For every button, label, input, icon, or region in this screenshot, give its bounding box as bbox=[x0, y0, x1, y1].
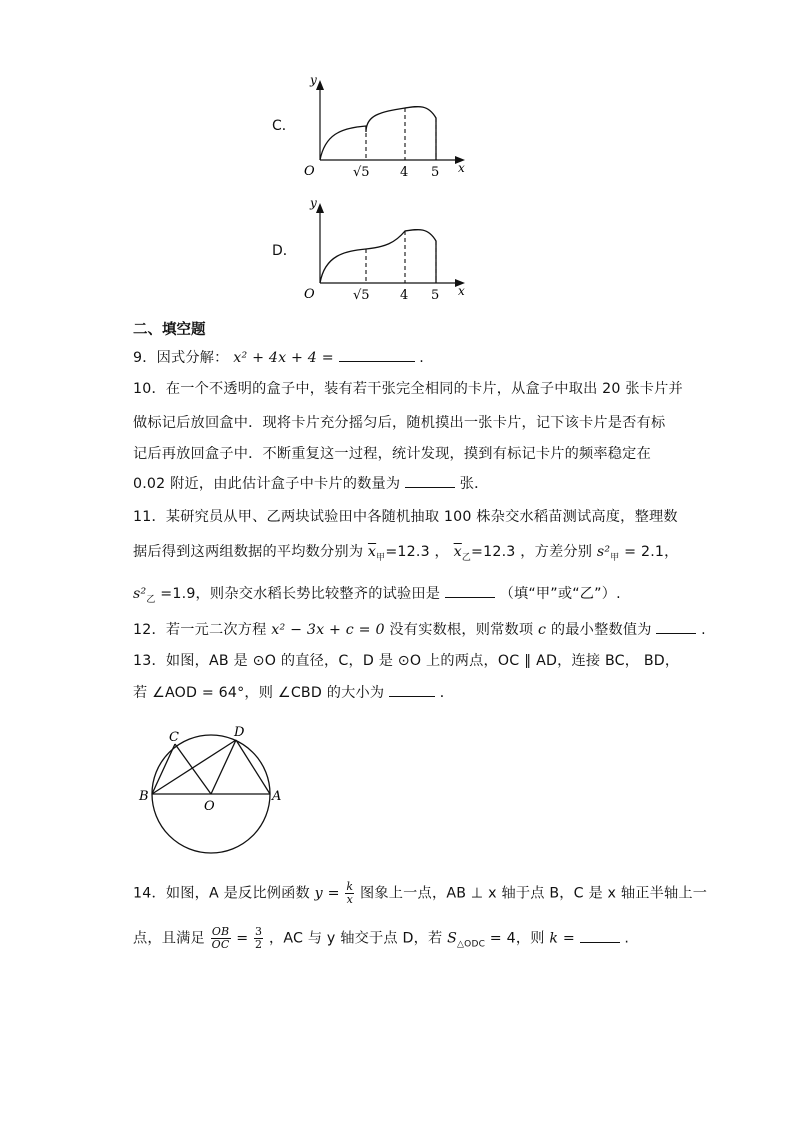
q11-s2-jia: s² bbox=[596, 544, 611, 560]
tick-5: 5 bbox=[431, 288, 440, 303]
y-axis-label: y bbox=[310, 73, 317, 87]
option-c-graph bbox=[300, 70, 475, 185]
q14-two: 2 bbox=[255, 938, 263, 951]
q9-suffix: . bbox=[419, 350, 424, 366]
q11-val-yi: =12.3 ，方差分别 bbox=[471, 544, 593, 560]
q11-xbar-yi-sub: 乙 bbox=[461, 552, 472, 563]
option-d-graph bbox=[300, 193, 475, 308]
q14-fraction-k-x bbox=[345, 881, 354, 906]
section-title: 二、填空题 bbox=[133, 322, 206, 338]
q10-answer-blank bbox=[405, 475, 455, 488]
option-d-label: D． bbox=[272, 243, 297, 259]
q14-line1-b: 图象上一点，AB ⊥ x 轴于点 B，C 是 x 轴正半轴上一 bbox=[360, 885, 708, 902]
curve-c bbox=[320, 107, 436, 160]
q11-xbar-jia-sub: 甲 bbox=[376, 552, 386, 563]
q12-equation: x² − 3x + c = 0 bbox=[271, 622, 385, 638]
question-11-line-3 bbox=[133, 583, 621, 605]
q14-ob: OB bbox=[211, 925, 230, 938]
q11-answer-blank bbox=[445, 585, 495, 598]
q11-s2-yi-sub: 乙 bbox=[146, 594, 156, 605]
x-axis-label: x bbox=[458, 161, 465, 175]
tick-sqrt5: √5 bbox=[353, 165, 370, 180]
q14-y: y = bbox=[314, 885, 340, 902]
q11-s2-jia-sub: 甲 bbox=[610, 552, 620, 563]
tick-4: 4 bbox=[400, 165, 409, 180]
q13-answer-blank bbox=[389, 684, 435, 697]
label-c: C bbox=[169, 730, 179, 745]
q10-last-prefix: 0.02 附近，由此估计盒子中卡片的数量为 bbox=[133, 476, 401, 492]
question-13-line-1: 13．如图，AB 是 ⊙O 的直径，C，D 是 ⊙O 上的两点，OC ∥ AD，连接 BC， BD， bbox=[133, 653, 680, 669]
question-10-line-2: 做标记后放回盒中．现将卡片充分摇匀后，随机摸出一张卡片，记下该卡片是否有标 bbox=[133, 415, 666, 431]
question-10-line-1: 10．在一个不透明的盒子中，装有若干张完全相同的卡片，从盒子中取出 20 张卡片并 bbox=[133, 381, 683, 397]
q11-val-jia: =12.3 ， bbox=[385, 544, 449, 560]
q14-frac-den: x bbox=[346, 893, 354, 906]
question-11-line-2 bbox=[133, 541, 679, 563]
x-axis-label: x bbox=[458, 284, 465, 298]
q12-c: c bbox=[538, 622, 547, 638]
q9-answer-blank bbox=[339, 349, 415, 362]
q11-line3-text: =1.9，则杂交水稻长势比较整齐的试验田是 bbox=[160, 586, 441, 602]
question-9 bbox=[133, 347, 424, 367]
question-14-line-2 bbox=[133, 926, 629, 951]
q14-line1-a: 14．如图，A 是反比例函数 bbox=[133, 885, 310, 902]
q14-end: . bbox=[624, 930, 630, 947]
q12-prefix: 12．若一元二次方程 bbox=[133, 622, 267, 638]
question-12 bbox=[133, 619, 706, 639]
q12-middle: 没有实数根，则常数项 bbox=[389, 622, 534, 638]
q9-prefix: 9．因式分解： bbox=[133, 350, 229, 366]
option-c-label: C． bbox=[272, 118, 296, 134]
q14-k: k = bbox=[549, 930, 575, 947]
segment-oc bbox=[175, 744, 211, 794]
q14-s: S bbox=[447, 930, 458, 947]
y-axis-label: y bbox=[310, 196, 317, 210]
curve-d bbox=[320, 230, 436, 283]
tick-4: 4 bbox=[400, 288, 409, 303]
question-11-line-1: 11．某研究员从甲、乙两块试验田中各随机抽取 100 株杂交水稻苗测试高度，整理数 bbox=[133, 509, 678, 525]
question-13-line-2 bbox=[133, 682, 454, 702]
q14-line2-b: ，AC 与 y 轴交于点 D，若 bbox=[268, 930, 443, 947]
label-d: D bbox=[234, 725, 245, 740]
q14-fraction-3-2 bbox=[254, 926, 263, 951]
q13-line2-suffix: ． bbox=[439, 685, 455, 701]
y-axis-arrow-icon bbox=[316, 203, 324, 213]
q11-xbar-jia: $\overline{x}$ bbox=[367, 544, 377, 560]
question-14-line-1 bbox=[133, 881, 707, 906]
q11-s2-yi: s² bbox=[133, 586, 147, 602]
q14-eq: = bbox=[236, 930, 249, 947]
origin-label: O bbox=[304, 287, 315, 302]
circle-figure bbox=[135, 718, 290, 858]
q12-suffix-b: . bbox=[701, 622, 706, 638]
label-o: O bbox=[204, 799, 215, 814]
tick-sqrt5: √5 bbox=[353, 288, 370, 303]
q14-s-sub: △ODC bbox=[457, 939, 486, 950]
y-axis-arrow-icon bbox=[316, 80, 324, 90]
q11-line2-text: 据后得到这两组数据的平均数分别为 bbox=[133, 544, 364, 560]
q14-fraction-ob-oc bbox=[211, 926, 231, 951]
q14-line2-a: 点，且满足 bbox=[133, 930, 205, 947]
label-a: A bbox=[272, 789, 282, 804]
label-b: B bbox=[139, 789, 149, 804]
q9-expression: x² + 4x + 4 = bbox=[233, 350, 334, 366]
q13-line2-prefix: 若 ∠AOD = 64°，则 ∠CBD 的大小为 bbox=[133, 685, 385, 701]
tick-5: 5 bbox=[431, 165, 440, 180]
q12-answer-blank bbox=[656, 621, 696, 634]
origin-label: O bbox=[304, 164, 315, 179]
q14-answer-blank bbox=[580, 930, 620, 943]
q14-three: 3 bbox=[255, 925, 263, 938]
question-10-line-4 bbox=[133, 473, 489, 493]
question-10-line-3: 记后再放回盒子中．不断重复这一过程，统计发现，摸到有标记卡片的频率稳定在 bbox=[133, 446, 651, 462]
q14-frac-num: k bbox=[346, 880, 354, 893]
segment-ad bbox=[236, 740, 270, 794]
q14-oc: OC bbox=[211, 938, 230, 951]
q10-last-suffix: 张． bbox=[459, 476, 489, 492]
q11-line3-suffix: （填“甲”或“乙”）. bbox=[499, 586, 621, 602]
q12-suffix-a: 的最小整数值为 bbox=[550, 622, 652, 638]
q14-s-val: = 4，则 bbox=[489, 930, 545, 947]
q11-s2-jia-val: = 2.1， bbox=[624, 544, 679, 560]
q11-xbar-yi: $\overline{x}$ bbox=[453, 544, 462, 560]
